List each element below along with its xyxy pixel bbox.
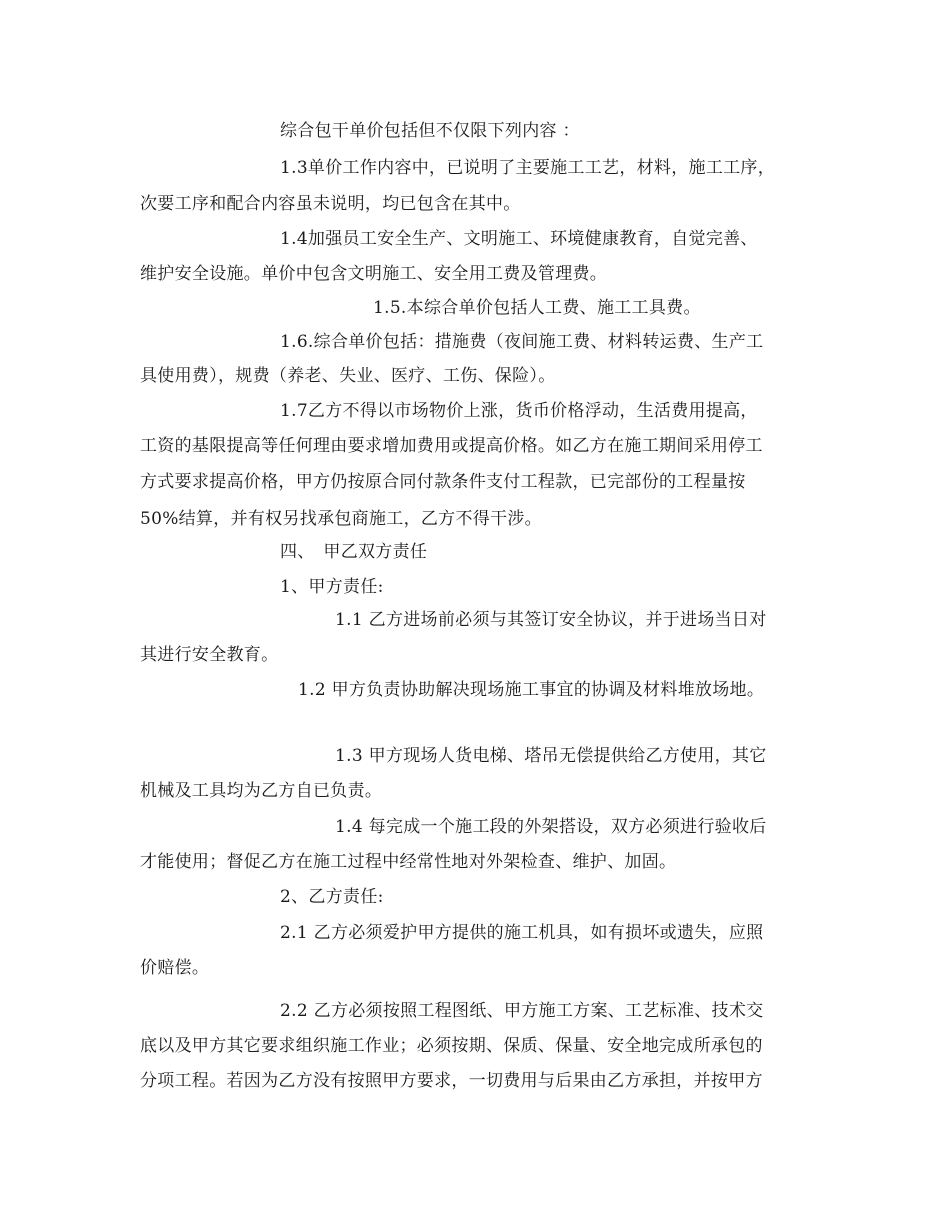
text-line: 1.6.综合单价包括：措施费（夜间施工费、材料转运费、生产工 [280, 332, 764, 352]
text-line: 其进行安全教育。 [140, 645, 279, 665]
text-line: 次要工序和配合内容虽未说明，均已包含在其中。 [140, 194, 521, 214]
subsection-heading: 2、乙方责任: [280, 887, 384, 907]
text-line: 维护安全设施。单价中包含文明施工、安全用工费及管理费。 [140, 264, 608, 284]
text-line: 1.5.本综合单价包括人工费、施工工具费。 [373, 298, 701, 318]
text-line: 1.4加强员工安全生产、文明施工、环境健康教育，自觉完善、 [280, 229, 758, 249]
text-line: 机械及工具均为乙方自已负责。 [140, 781, 383, 801]
text-line: 价赔偿。 [140, 958, 210, 978]
text-line: 方式要求提高价格，甲方仍按原合同付款条件支付工程款，已完部份的工程量按 [140, 472, 746, 492]
text-line: 1.4 每完成一个施工段的外架搭设，双方必须进行验收后 [335, 817, 767, 837]
text-line: 1.3单价工作内容中，已说明了主要施工工艺，材料，施工工序， [280, 158, 776, 178]
section-heading: 四、 甲乙双方责任 [280, 542, 428, 562]
text-line: 底以及甲方其它要求组织施工作业；必须按期、保质、保量、安全地完成所承包的 [140, 1036, 763, 1056]
text-line: 1.3 甲方现场人货电梯、塔吊无偿提供给乙方使用，其它 [335, 746, 767, 766]
text-line: 2.2 乙方必须按照工程图纸、甲方施工方案、工艺标准、技术交 [280, 1001, 764, 1021]
text-line: 综合包干单价包括但不仅限下列内容 ： [280, 121, 580, 141]
text-line: 50%结算，并有权另找承包商施工，乙方不得干涉。 [140, 509, 542, 529]
text-line: 1.2 甲方负责协助解决现场施工事宜的协调及材料堆放场地。 [298, 680, 765, 700]
text-line: 具使用费），规费（养老、失业、医疗、工伤、保险）。 [140, 366, 556, 386]
text-line: 分项工程。若因为乙方没有按照甲方要求，一切费用与后果由乙方承担，并按甲方 [140, 1071, 763, 1091]
subsection-heading: 1、甲方责任: [280, 577, 384, 597]
text-line: 2.1 乙方必须爱护甲方提供的施工机具，如有损坏或遗失，应照 [280, 923, 764, 943]
text-line: 才能使用；督促乙方在施工过程中经常性地对外架检查、维护、加固。 [140, 852, 677, 872]
text-line: 1.7乙方不得以市场物价上涨，货币价格浮动，生活费用提高， [280, 401, 758, 421]
text-line: 工资的基限提高等任何理由要求增加费用或提高价格。如乙方在施工期间采用停工 [140, 436, 763, 456]
text-line: 1.1 乙方进场前必须与其签订安全协议，并于进场当日对 [335, 610, 767, 630]
